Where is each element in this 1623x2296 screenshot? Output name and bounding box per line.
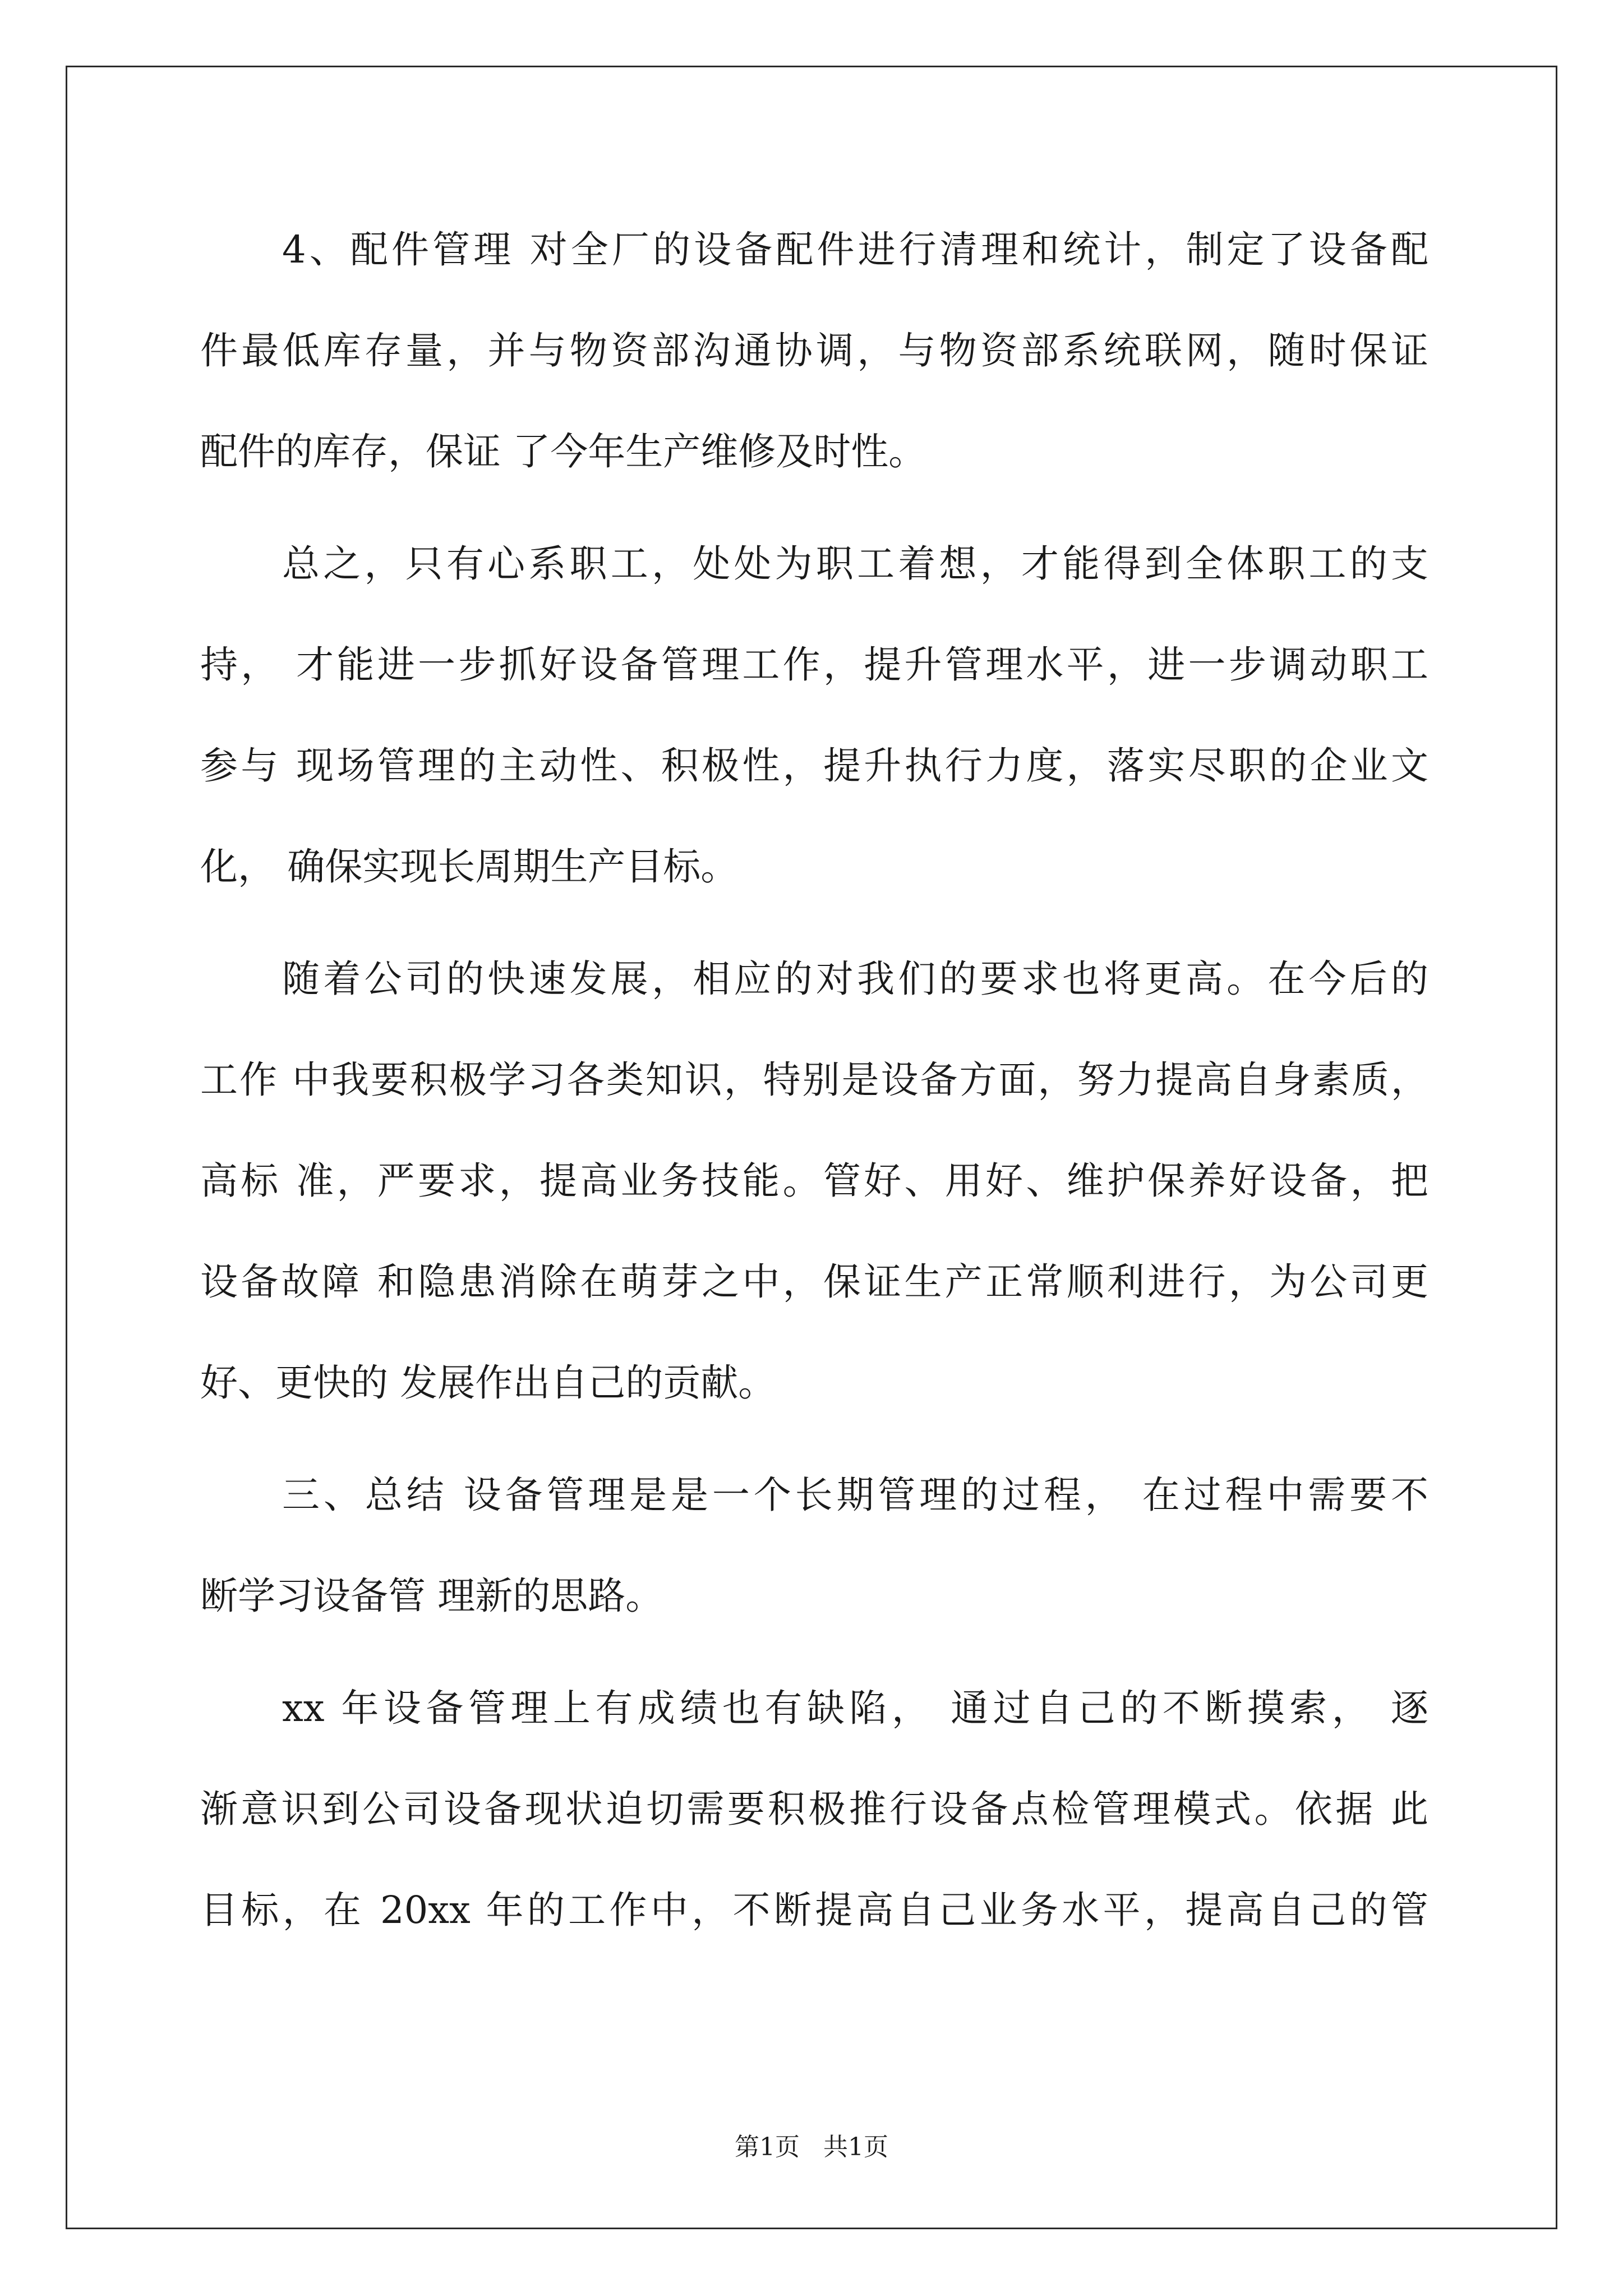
paragraph-2-line-4: 化， 确保实现长周期生产目标。 <box>200 845 739 889</box>
paragraph-3-line-1: 随着公司的快速发展，相应的对我们的要求也将更高。在今后的 <box>282 957 1428 1001</box>
paragraph-2-line-3: 参与 现场管理的主动性、积极性，提升执行力度，落实尽职的企业文 <box>200 744 1428 788</box>
paragraph-2-line-1: 总之，只有心系职工，处处为职工着想，才能得到全体职工的支 <box>282 542 1428 586</box>
paragraph-5-line-2: 渐意识到公司设备现状迫切需要积极推行设备点检管理模式。依据 此 <box>200 1787 1428 1831</box>
paragraph-3-line-4: 设备故障 和隐患消除在萌芽之中，保证生产正常顺利进行，为公司更 <box>200 1260 1428 1304</box>
page-footer: 第1页 共1页 <box>735 2133 888 2161</box>
paragraph-5-line-1: xx 年设备管理上有成绩也有缺陷， 通过自己的不断摸索， 逐 <box>282 1686 1428 1730</box>
paragraph-1-line-1: 4、配件管理 对全厂的设备配件进行清理和统计，制定了设备配 <box>282 228 1428 272</box>
paragraph-4-line-2: 断学习设备管 理新的思路。 <box>200 1574 663 1618</box>
paragraph-3-line-2: 工作 中我要积极学习各类知识，特别是设备方面，努力提高自身素质， <box>200 1058 1428 1102</box>
paragraph-2-line-2: 持， 才能进一步抓好设备管理工作，提升管理水平，进一步调动职工 <box>200 643 1428 687</box>
paragraph-3-line-3: 高标 准，严要求，提高业务技能。管好、用好、维护保养好设备，把 <box>200 1159 1428 1203</box>
paragraph-1-line-2: 件最低库存量，并与物资部沟通协调，与物资部系统联网，随时保证 <box>200 329 1428 372</box>
paragraph-4-line-1: 三、总结 设备管理是是一个长期管理的过程， 在过程中需要不 <box>282 1473 1428 1517</box>
paragraph-5-line-3: 目标，在 20xx 年的工作中，不断提高自己业务水平，提高自己的管 <box>200 1888 1428 1932</box>
paragraph-3-line-5: 好、更快的 发展作出自己的贡献。 <box>200 1361 776 1405</box>
paragraph-1-line-3: 配件的库存，保证 了今年生产维修及时性。 <box>200 430 926 473</box>
